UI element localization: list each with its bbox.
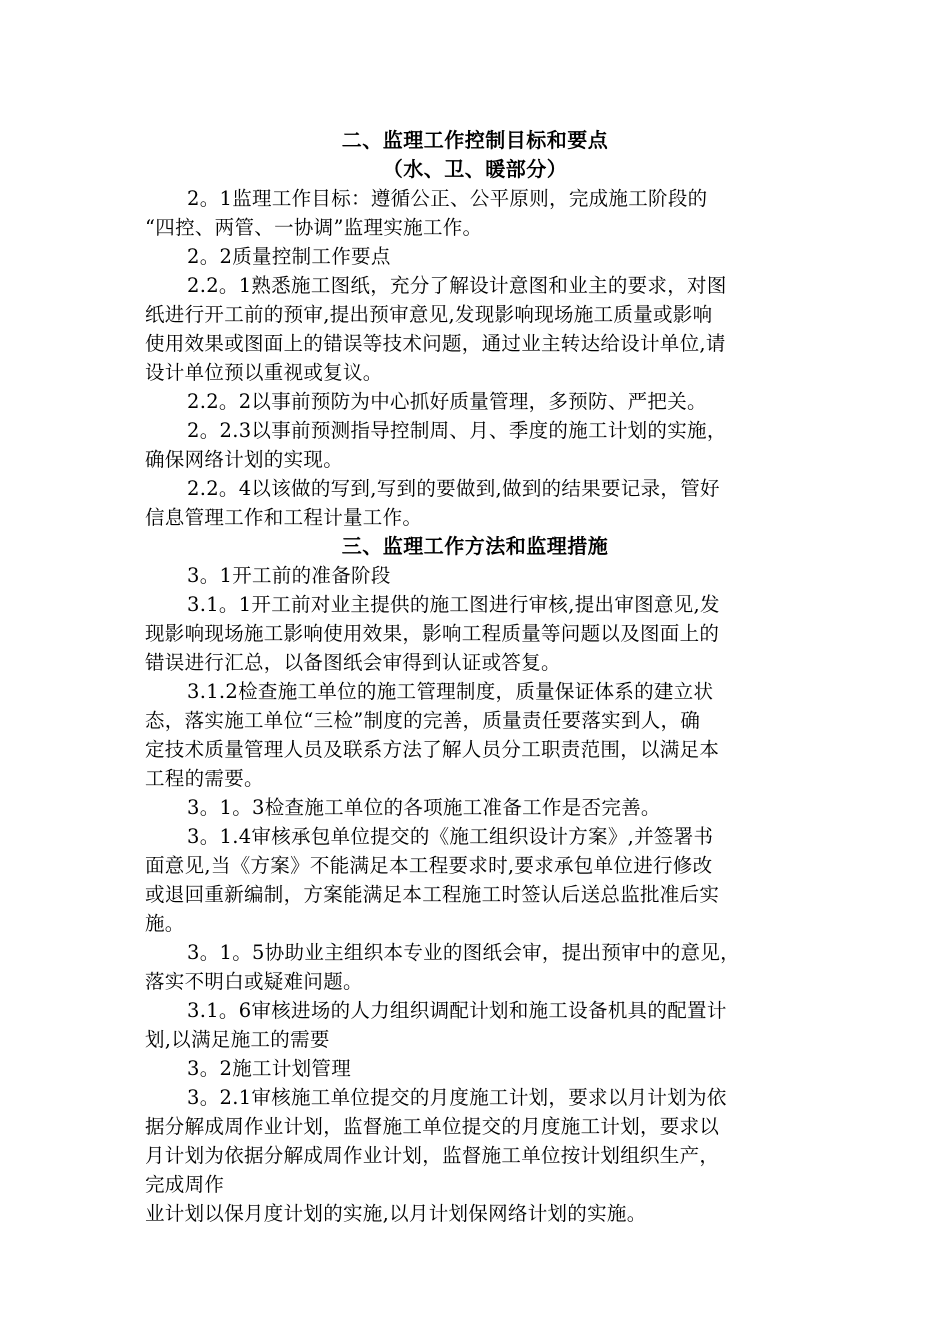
paragraph-line: 划,以满足施工的需要 xyxy=(145,1028,330,1051)
paragraph-line: 定技术质量管理人员及联系方法了解人员分工职责范围，以满足本 xyxy=(145,738,720,761)
paragraph-line: 完成周作 xyxy=(145,1173,225,1196)
paragraph-line: 3。2施工计划管理 xyxy=(187,1057,352,1080)
paragraph-line: 3.1.2检查施工单位的施工管理制度，质量保证体系的建立状 xyxy=(187,680,714,703)
paragraph-line: 3。2.1审核施工单位提交的月度施工计划，要求以月计划为依 xyxy=(187,1086,727,1109)
paragraph-line: 3.1。6审核进场的人力组织调配计划和施工设备机具的配置计 xyxy=(187,999,727,1022)
paragraph-line: 使用效果或图面上的错误等技术问题，通过业主转达给设计单位,请 xyxy=(145,332,726,355)
paragraph-line: 3。1。5协助业主组织本专业的图纸会审，提出预审中的意见， xyxy=(187,941,740,964)
paragraph-line: 3。1.4审核承包单位提交的《施工组织设计方案》,并签署书 xyxy=(187,825,714,848)
paragraph-line: 面意见,当《方案》不能满足本工程要求时,要求承包单位进行修改 xyxy=(145,854,713,877)
section-2-title: 二、监理工作控制目标和要点 xyxy=(341,128,609,152)
paragraph-line: 工程的需要。 xyxy=(145,767,264,790)
paragraph-line: 错误进行汇总，以备图纸会审得到认证或答复。 xyxy=(145,651,561,674)
paragraph-line: 设计单位预以重视或复议。 xyxy=(145,361,383,384)
paragraph-line: 现影响现场施工影响使用效果，影响工程质量等问题以及图面上的 xyxy=(145,622,720,645)
paragraph-line: 2.2。4以该做的写到,写到的要做到,做到的结果要记录，管好 xyxy=(187,477,720,500)
paragraph-line: 信息管理工作和工程计量工作。 xyxy=(145,506,423,529)
paragraph-line: 2.2。2以事前预防为中心抓好质量管理，多预防、严把关。 xyxy=(187,390,707,413)
paragraph-line: “四控、两管、一协调”监理实施工作。 xyxy=(145,216,483,239)
paragraph-line: 确保网络计划的实现。 xyxy=(145,448,344,471)
paragraph-line: 纸进行开工前的预审,提出预审意见,发现影响现场施工质量或影响 xyxy=(145,303,713,326)
paragraph-line: 2。2.3以事前预测指导控制周、月、季度的施工计划的实施， xyxy=(187,419,727,442)
paragraph-line: 或退回重新编制，方案能满足本工程施工时签认后送总监批准后实 xyxy=(145,883,720,906)
paragraph-line: 2.2。1熟悉施工图纸，充分了解设计意图和业主的要求，对图 xyxy=(187,274,727,297)
paragraph-line: 3。1开工前的准备阶段 xyxy=(187,564,391,587)
paragraph-line: 态，落实施工单位“三检”制度的完善，质量责任要落实到人，确 xyxy=(145,709,701,732)
paragraph-line: 3。1。3检查施工单位的各项施工准备工作是否完善。 xyxy=(187,796,661,819)
section-3-title: 三、监理工作方法和监理措施 xyxy=(341,534,609,558)
paragraph-line: 2。2质量控制工作要点 xyxy=(187,245,391,268)
paragraph-line: 落实不明白或疑难问题。 xyxy=(145,970,363,993)
paragraph-line: 2。1监理工作目标：遵循公正、公平原则，完成施工阶段的 xyxy=(187,187,708,210)
section-2-subtitle: （水、卫、暖部分） xyxy=(382,157,568,181)
paragraph-line: 据分解成周作业计划，监督施工单位提交的月度施工计划，要求以 xyxy=(145,1115,720,1138)
paragraph-line: 月计划为依据分解成周作业计划，监督施工单位按计划组织生产， xyxy=(145,1144,720,1167)
paragraph-line: 施。 xyxy=(145,912,185,935)
paragraph-line: 3.1。1开工前对业主提供的施工图进行审核,提出审图意见,发 xyxy=(187,593,720,616)
paragraph-line: 业计划以保月度计划的实施,以月计划保网络计划的实施。 xyxy=(145,1202,647,1225)
